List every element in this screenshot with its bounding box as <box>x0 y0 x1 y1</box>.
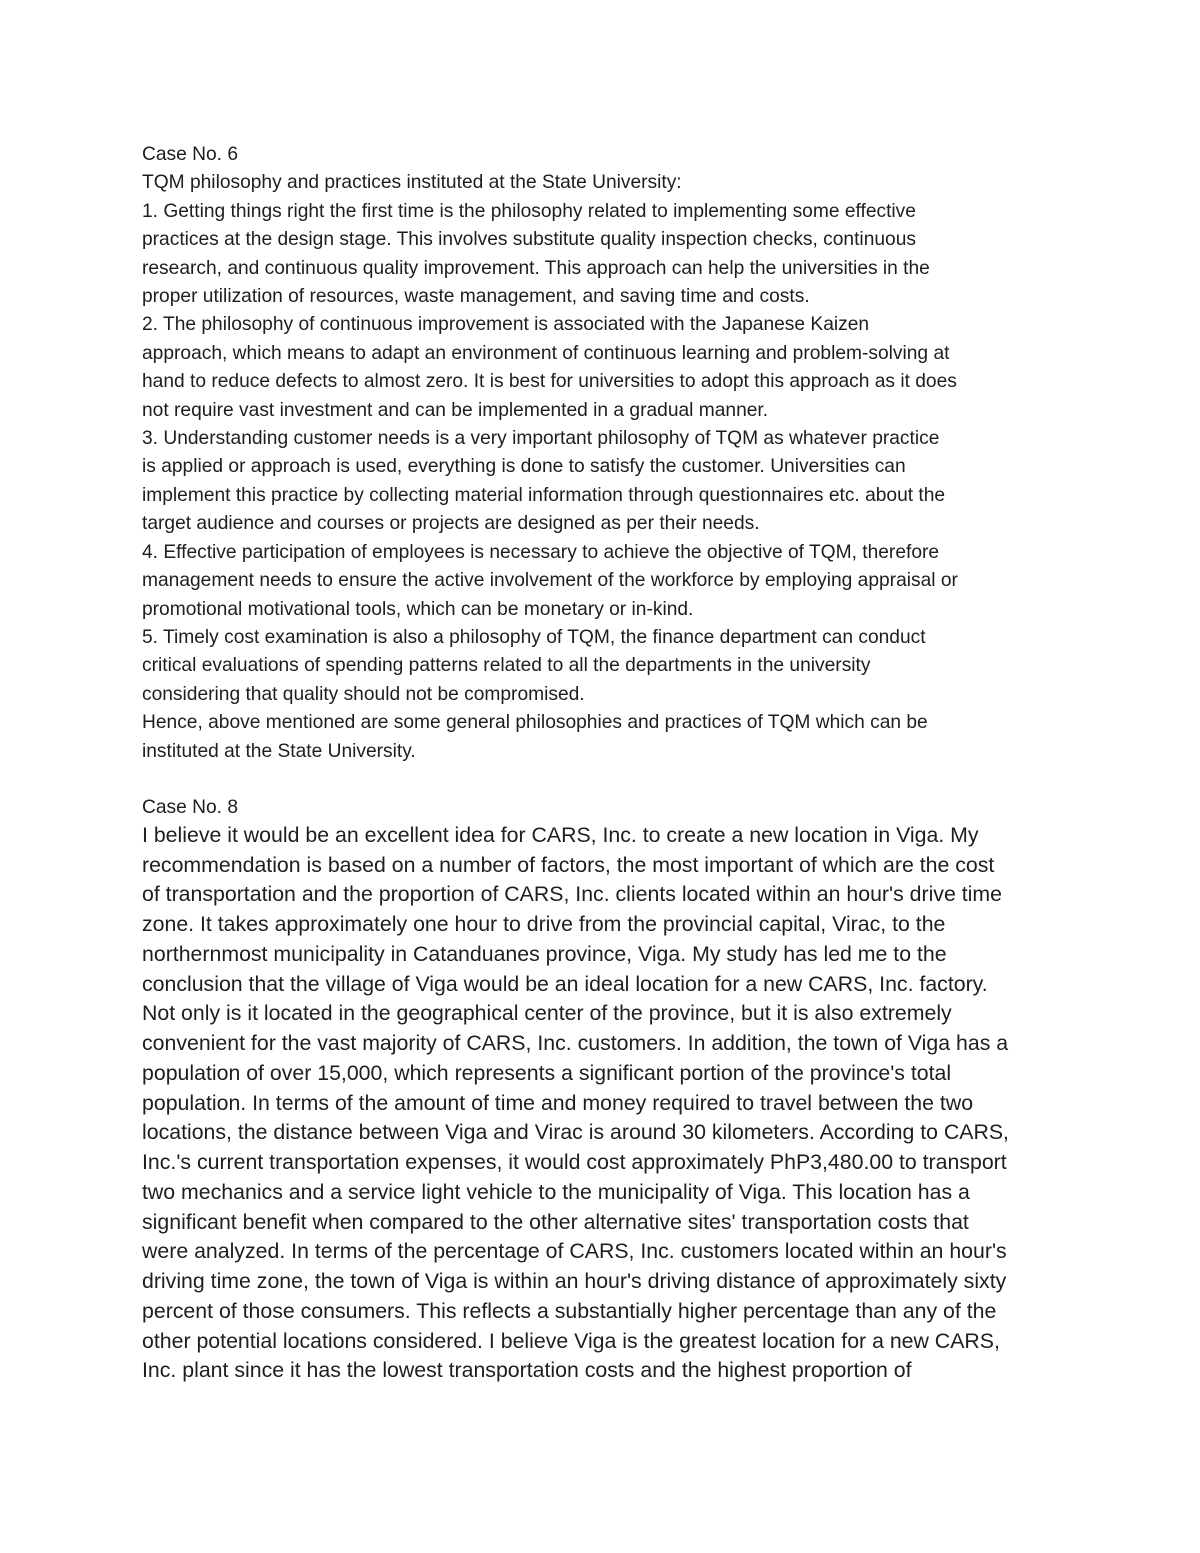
case-6-line: considering that quality should not be compromised. <box>142 683 585 705</box>
case-8-line: Not only is it located in the geographical center of the province, but it is also extremely <box>142 1001 952 1026</box>
case-8-line: percent of those consumers. This reflects a substantially higher percentage than any of the <box>142 1298 997 1323</box>
case-6-line: approach, which means to adapt an environment of continuous learning and problem-solving at <box>142 342 950 364</box>
case-8-heading: Case No. 8 <box>142 796 238 818</box>
case-6-line: TQM philosophy and practices instituted at the State University: <box>142 172 682 194</box>
case-8-line: population of over 15,000, which represents a significant portion of the province's total <box>142 1060 952 1085</box>
case-6-line: hand to reduce defects to almost zero. It is best for universities to adopt this approach as it does <box>142 371 957 393</box>
case-8-line: convenient for the vast majority of CARS, Inc. customers. In addition, the town of Viga has a <box>142 1031 1009 1056</box>
case-8-line: driving time zone, the town of Viga is within an hour's driving distance of approximately sixty <box>142 1269 1007 1294</box>
case-8-line: recommendation is based on a number of factors, the most important of which are the cost <box>142 852 995 877</box>
case-6-line: 3. Understanding customer needs is a very important philosophy of TQM as whatever practice <box>142 428 940 450</box>
document-page <box>142 141 1082 1386</box>
case-8-line: other potential locations considered. I believe Viga is the greatest location for a new CARS, <box>142 1328 1000 1353</box>
case-8-line: two mechanics and a service light vehicle to the municipality of Viga. This location has a <box>142 1179 970 1204</box>
case-6-line: management needs to ensure the active involvement of the workforce by employing appraisal or <box>142 570 958 592</box>
case-8-line: conclusion that the village of Viga would be an ideal location for a new CARS, Inc. factory. <box>142 971 988 996</box>
case-6-line: not require vast investment and can be implemented in a gradual manner. <box>142 399 769 421</box>
case-6-line: promotional motivational tools, which can be monetary or in-kind. <box>142 598 694 620</box>
case-8-line: locations, the distance between Viga and Virac is around 30 kilometers. According to CARS, <box>142 1120 1009 1145</box>
case-6-line: 5. Timely cost examination is also a philosophy of TQM, the finance department can conduct <box>142 626 926 648</box>
case-6-line: is applied or approach is used, everything is done to satisfy the customer. Universities can <box>142 456 906 478</box>
case-8-line: Inc.'s current transportation expenses, it would cost approximately PhP3,480.00 to transport <box>142 1150 1007 1175</box>
case-8-line: zone. It takes approximately one hour to drive from the provincial capital, Virac, to the <box>142 912 946 937</box>
case-6-line: proper utilization of resources, waste management, and saving time and costs. <box>142 286 810 308</box>
case-6-line: research, and continuous quality improvement. This approach can help the universities in the <box>142 257 930 279</box>
case-8-line: northernmost municipality in Catanduanes province, Viga. My study has led me to the <box>142 941 947 966</box>
case-8-line: significant benefit when compared to the other alternative sites' transportation costs that <box>142 1209 969 1234</box>
case-6-line: critical evaluations of spending patterns related to all the departments in the university <box>142 655 871 677</box>
case-6-line: instituted at the State University. <box>142 740 416 762</box>
case-6-line: 4. Effective participation of employees is necessary to achieve the objective of TQM, therefore <box>142 541 940 563</box>
case-8-line: of transportation and the proportion of CARS, Inc. clients located within an hour's drive time <box>142 882 1002 907</box>
case-6-section <box>142 141 1082 766</box>
section-spacer <box>142 766 1082 794</box>
case-6-line: implement this practice by collecting material information through questionnaires etc. about the <box>142 484 946 506</box>
case-8-line: were analyzed. In terms of the percentage of CARS, Inc. customers located within an hour's <box>142 1239 1007 1264</box>
case-8-line: I believe it would be an excellent idea for CARS, Inc. to create a new location in Viga. My <box>142 822 979 847</box>
case-8-section <box>142 794 1082 1386</box>
case-6-line: practices at the design stage. This involves substitute quality inspection checks, continuous <box>142 229 916 251</box>
case-6-line: target audience and courses or projects are designed as per their needs. <box>142 513 760 535</box>
case-6-line: 2. The philosophy of continuous improvement is associated with the Japanese Kaizen <box>142 314 870 336</box>
case-6-line: 1. Getting things right the first time is the philosophy related to implementing some effective <box>142 200 916 222</box>
case-6-heading: Case No. 6 <box>142 144 238 165</box>
case-8-line: Inc. plant since it has the lowest transportation costs and the highest proportion of <box>142 1358 912 1383</box>
case-6-line: Hence, above mentioned are some general philosophies and practices of TQM which can be <box>142 712 928 734</box>
case-8-line: population. In terms of the amount of time and money required to travel between the two <box>142 1090 974 1115</box>
